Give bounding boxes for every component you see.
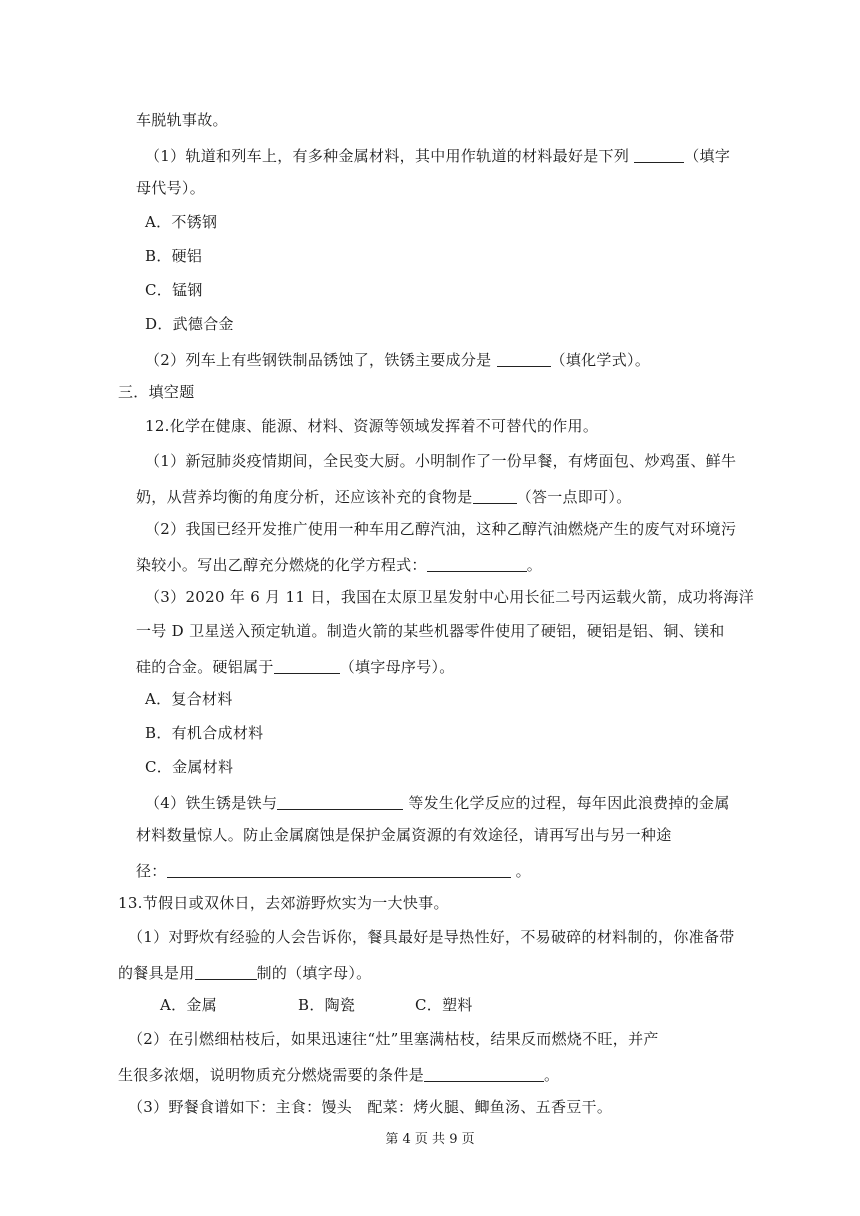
text-line: 母代号）。 <box>136 179 206 197</box>
answer-blank[interactable] <box>167 861 511 878</box>
question-12-4 <box>145 791 730 813</box>
question-12-3: （3）2020 年 6 月 11 日，我国在太原卫星发射中心用长征二号丙运载火箭，成功将海洋 <box>145 588 754 606</box>
text-segment: （填化学式）。 <box>550 351 651 369</box>
text-segment: 制的（填字母）。 <box>256 964 372 982</box>
text-segment: （4）铁生锈是铁与 <box>145 794 278 812</box>
text-segment: （1）轨道和列车上，有多种金属材料，其中用作轨道的材料最好是下列 <box>145 147 635 165</box>
option-c: C．金属材料 <box>145 758 234 776</box>
option-d: D．武德合金 <box>145 315 234 333</box>
question-13-2: （2）在引燃细枯枝后，如果迅速往“灶”里塞满枯枝，结果反而燃烧不旺，并产 <box>128 1030 659 1048</box>
option-c: C．塑料 <box>415 996 473 1014</box>
option-c: C．锰钢 <box>145 281 203 299</box>
text-segment: 的餐具是用 <box>118 964 195 982</box>
text-segment: （2）列车上有些钢铁制品锈蚀了，铁锈主要成分是 <box>145 351 497 369</box>
answer-blank[interactable] <box>277 793 403 810</box>
text-segment: 奶，从营养均衡的角度分析，还应该补充的食物是 <box>136 488 473 506</box>
option-a: A．复合材料 <box>145 690 233 708</box>
answer-blank[interactable] <box>274 657 340 674</box>
answer-blank[interactable] <box>497 350 551 367</box>
answer-blank[interactable] <box>195 963 257 980</box>
question-11-2 <box>145 348 650 370</box>
question-12-1: （1）新冠肺炎疫情期间，全民变大厨。小明制作了一份早餐，有烤面包、炒鸡蛋、鲜牛 <box>145 452 737 470</box>
question-13-stem: 13.节假日或双休日，去郊游野炊实为一大快事。 <box>118 894 449 912</box>
option-b: B．陶瓷 <box>298 996 356 1014</box>
text-line: 材料数量惊人。防止金属腐蚀是保护金属资源的有效途径，请再写出与另一种途 <box>136 826 672 844</box>
text-segment: 等发生化学反应的过程，每年因此浪费掉的金属 <box>403 794 730 812</box>
text-line <box>118 1063 559 1085</box>
page-number-footer: 第 4 页 共 9 页 <box>385 1132 475 1147</box>
answer-blank[interactable] <box>424 1065 544 1082</box>
question-13-1: （1）对野炊有经验的人会告诉你，餐具最好是导热性好，不易破碎的材料制的，你准备带 <box>128 928 735 946</box>
option-a: A．不锈钢 <box>145 213 218 231</box>
text-line <box>118 961 371 983</box>
option-a: A．金属 <box>160 996 218 1014</box>
text-segment: （答一点即可）。 <box>516 488 632 506</box>
text-segment: 。 <box>510 862 531 880</box>
text-segment: 径： <box>136 862 167 880</box>
text-line <box>136 655 455 677</box>
text-segment: （填字 <box>684 147 731 165</box>
answer-blank[interactable] <box>634 146 684 163</box>
text-line <box>136 553 542 575</box>
text-segment: 。 <box>544 1066 560 1084</box>
question-13-3: （3）野餐食谱如下：主食：馒头 配菜：烤火腿、鲫鱼汤、五香豆干。 <box>128 1098 613 1116</box>
answer-blank[interactable] <box>473 487 517 504</box>
text-line <box>136 485 632 507</box>
option-b: B．硬铝 <box>145 247 203 265</box>
answer-blank[interactable] <box>427 555 527 572</box>
text-segment: 硅的合金。硬铝属于 <box>136 658 274 676</box>
question-12-stem: 12.化学在健康、能源、材料、资源等领域发挥着不可替代的作用。 <box>145 417 599 435</box>
section-heading: 三．填空题 <box>118 383 195 401</box>
text-segment: 。 <box>526 556 543 574</box>
question-12-2: （2）我国已经开发推广使用一种车用乙醇汽油，这种乙醇汽油燃烧产生的废气对环境污 <box>145 520 737 538</box>
text-line: 车脱轨事故。 <box>136 111 228 129</box>
text-segment: 生很多浓烟，说明物质充分燃烧需要的条件是 <box>118 1066 425 1084</box>
option-b: B．有机合成材料 <box>145 724 264 742</box>
text-segment: （填字母序号）。 <box>339 658 455 676</box>
text-line: 一号 D 卫星送入预定轨道。制造火箭的某些机器零件使用了硬铝，硬铝是铝、铜、镁和 <box>136 622 725 640</box>
text-segment: 染较小。写出乙醇充分燃烧的化学方程式： <box>136 556 427 574</box>
text-line <box>136 859 531 881</box>
question-11-1 <box>145 144 730 166</box>
